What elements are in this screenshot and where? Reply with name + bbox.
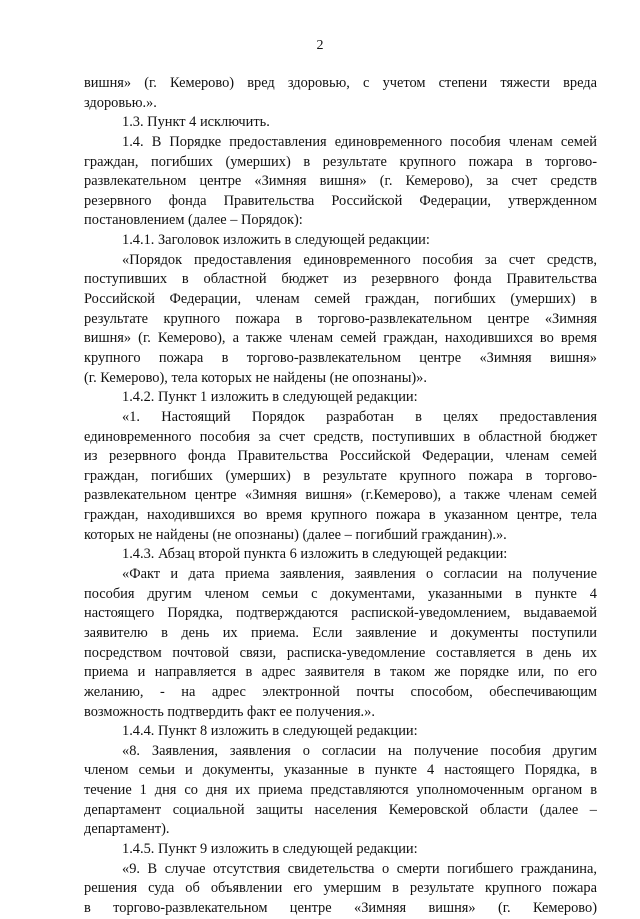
text-line: 1.4.1. Заголовок изложить в следующей редакции: [122, 232, 430, 249]
document-body [84, 74, 597, 919]
text-line: поступивших в областной бюджет из резервного фонда Правительства [84, 271, 597, 288]
text-line: 1.4.2. Пункт 1 изложить в следующей редакции: [122, 389, 418, 406]
text-line: в торгово-развлекательном центре «Зимняя вишня» (г. Кемерово) [84, 899, 597, 916]
text-line: результате крупного пожара в торгово-развлекательном центре «Зимняя [84, 310, 597, 327]
text-line: «1. Настоящий Порядок разработан в целях предоставления [122, 408, 597, 425]
text-line: департамент). [84, 821, 170, 838]
text-line: граждан, погибших (умерших) в результате крупного пожара в торгово- [84, 467, 597, 484]
text-line: вишня» (г. Кемерово) вред здоровью, с учетом степени тяжести вреда [84, 75, 597, 91]
text-line: желанию, - на адрес электронной почты способом, обеспечивающим [84, 683, 597, 700]
text-line: заявителю в день их приема. Если заявление и документы поступили [84, 624, 597, 641]
text-line: которых не найдены (не опознаны) (далее – погибший гражданин).». [84, 526, 507, 543]
text-line: единовременного пособия за счет средств, поступивших в областной бюджет [84, 428, 597, 445]
text-line: крупного пожара в торгово-развлекательном центре «Зимняя вишня» [84, 349, 597, 366]
text-line: решения суда об объявлении его умершим в результате крупного пожара [84, 880, 597, 897]
text-line: 1.4.5. Пункт 9 изложить в следующей редакции: [122, 840, 418, 857]
text-line: членом семьи и документы, указанные в пункте 4 настоящего Порядка, в [84, 762, 597, 779]
text-line: департамент социальной защиты населения Кемеровской области (далее – [84, 801, 597, 818]
text-line: «Порядок предоставления единовременного пособия за счет средств, [122, 251, 597, 268]
text-line: 1.4. В Порядке предоставления единовременного пособия членам семей [122, 133, 597, 150]
text-line: настоящего Порядка, подтверждаются распиской-уведомлением, выдаваемой [84, 605, 597, 622]
text-line: «8. Заявления, заявления о согласии на получение пособия другим [122, 742, 597, 759]
text-line: «9. В случае отсутствия свидетельства о смерти погибшего гражданина, [122, 860, 597, 877]
text-line: пособия другим членом семьи с документами, указанными в пункте 4 [84, 585, 597, 602]
text-line: здоровью.». [84, 94, 157, 111]
text-line: из резервного фонда Правительства Российской Федерации, членам семей [84, 448, 597, 465]
text-line: граждан, погибших (умерших) в результате крупного пожара в торгово- [84, 153, 597, 170]
page-number: 2 [316, 38, 324, 53]
text-line: приема и направляется в адрес заявителя в таком же порядке или, по его [84, 664, 597, 681]
text-line: возможность подтвердить факт ее получения.». [84, 703, 375, 720]
text-line: граждан, находившихся во время крупного пожара в указанном центре, тела [84, 507, 597, 524]
text-line: 1.3. Пункт 4 исключить. [122, 114, 270, 131]
text-line: (г. Кемерово), тела которых не найдены (не опознаны)». [84, 369, 427, 386]
text-line: Российской Федерации, членам семей граждан, погибших (умерших) в [84, 291, 597, 308]
text-line: резервного фонда Правительства Российской Федерации, утвержденном [84, 192, 597, 209]
text-line: развлекательном центре «Зимняя вишня» (г.Кемерово), а также членам семей [84, 487, 597, 504]
text-line: «Факт и дата приема заявления, заявления о согласии на получение [122, 566, 597, 583]
text-line: постановлением (далее – Порядок): [84, 212, 303, 229]
text-line: вишня» (г. Кемерово), а также членам семей граждан, находившихся во время [84, 330, 597, 347]
text-line: 1.4.3. Абзац второй пункта 6 изложить в следующей редакции: [122, 546, 508, 563]
text-line: 1.4.4. Пункт 8 изложить в следующей редакции: [122, 723, 418, 740]
text-line: развлекательном центре «Зимняя вишня» (г. Кемерово), за счет средств [84, 173, 597, 190]
text-line: течение 1 дня со дня их приема представляются уполномоченным органом в [84, 782, 597, 799]
text-line: посредством почтовой связи, расписка-уведомление составляется в день их [84, 644, 597, 661]
